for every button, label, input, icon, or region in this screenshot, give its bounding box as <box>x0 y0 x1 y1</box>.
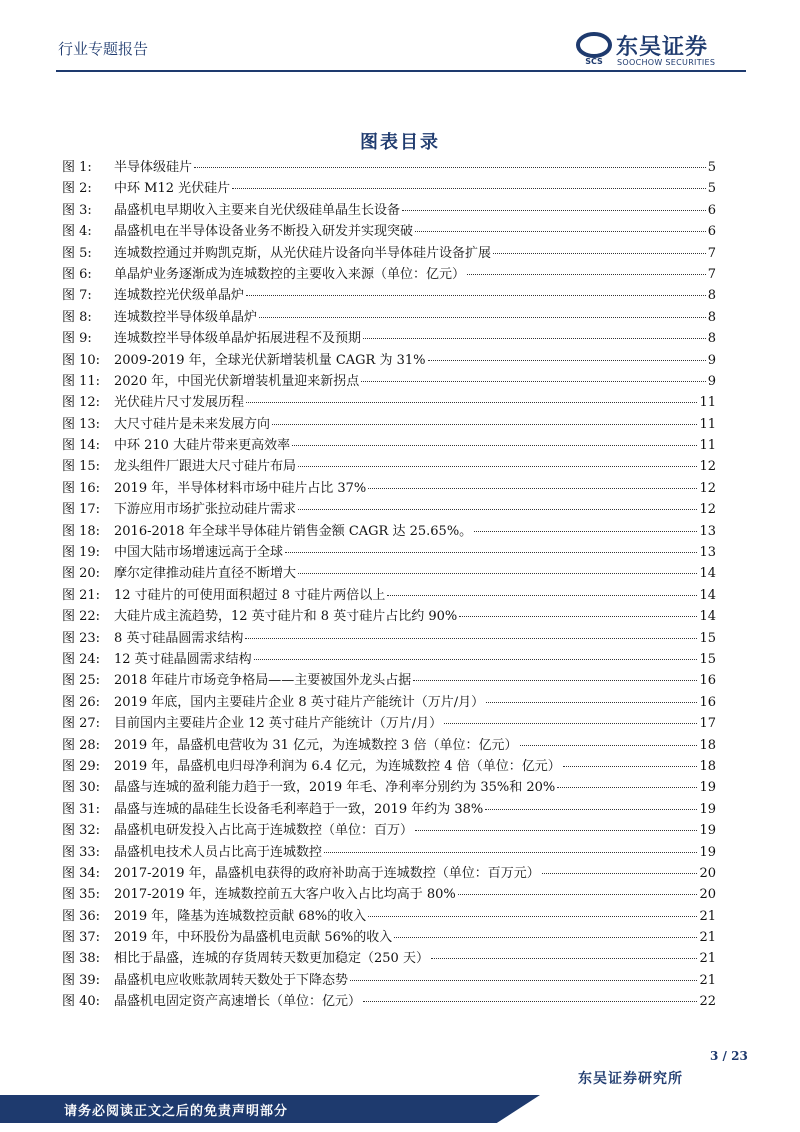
toc-entry-label: 图 33: <box>62 844 101 860</box>
toc-entry-label: 图 17: <box>62 502 101 518</box>
toc-entry-page: 5 <box>707 181 716 197</box>
report-category: 行业专题报告 <box>58 40 149 58</box>
toc-entry-page: 19 <box>699 823 716 839</box>
toc-entry-text: 2019 年，半导体材料市场中硅片占比 37% <box>114 480 367 496</box>
toc-entry-label: 图 20: <box>62 566 101 582</box>
toc-entry-label: 图 5: <box>62 245 92 261</box>
toc-entry[interactable] <box>62 541 716 562</box>
toc-entry-page: 11 <box>699 416 716 432</box>
toc-entry-leader <box>415 829 697 831</box>
toc-entry-text: 8 英寸硅晶圆需求结构 <box>114 630 244 646</box>
toc-entry-leader <box>232 187 706 189</box>
toc-entry-label: 图 31: <box>62 801 101 817</box>
toc-entry-text: 连城数控半导体级单晶炉 <box>114 309 258 325</box>
toc-entry-text: 单晶炉业务逐渐成为连城数控的主要收入来源（单位：亿元） <box>114 266 466 282</box>
toc-entry-label: 图 34: <box>62 865 101 881</box>
toc-entry-page: 16 <box>699 694 716 710</box>
toc-entry-label: 图 21: <box>62 587 101 603</box>
toc-entry-page: 13 <box>699 545 716 561</box>
toc-entry[interactable] <box>62 584 716 605</box>
toc-entry-leader <box>486 701 697 703</box>
toc-entry-text: 连城数控通过并购凯克斯，从光伏硅片设备向半导体硅片设备扩展 <box>114 245 492 261</box>
toc-entry[interactable] <box>62 434 716 455</box>
toc-entry-text: 2017-2019 年，晶盛机电获得的政府补助高于连城数控（单位：百万元） <box>114 865 540 881</box>
toc-entry-page: 13 <box>699 523 716 539</box>
toc-entry-text: 连城数控半导体级单晶炉拓展进程不及预期 <box>114 331 362 347</box>
page-number: 3 / 23 <box>710 1049 748 1063</box>
toc-entry[interactable] <box>62 669 716 690</box>
toc-entry-label: 图 28: <box>62 737 101 753</box>
toc-entry[interactable] <box>62 905 716 926</box>
toc-entry-text: 目前国内主要硅片企业 12 英寸硅片产能统计（万片/月） <box>114 716 443 732</box>
toc-entry-label: 图 19: <box>62 545 101 561</box>
toc-entry-leader <box>394 936 697 938</box>
toc-entry-page: 12 <box>699 502 716 518</box>
toc-entry-page: 14 <box>699 566 716 582</box>
toc-entry-leader <box>245 637 697 639</box>
toc-entry-page: 8 <box>707 331 716 347</box>
disclaimer-notice: 请务必阅读正文之后的免责声明部分 <box>64 1104 289 1119</box>
toc-entry-leader <box>246 294 706 296</box>
toc-entry-page: 19 <box>699 780 716 796</box>
toc-entry-page: 19 <box>699 801 716 817</box>
toc-entry-text: 2019 年，中环股份为晶盛机电贡献 56%的收入 <box>114 930 393 946</box>
toc-entry-label: 图 12: <box>62 395 101 411</box>
brand-logo <box>576 30 746 70</box>
toc-entry-text: 2019 年，晶盛机电归母净利润为 6.4 亿元，为连城数控 4 倍（单位：亿元） <box>114 758 561 774</box>
toc-entry-page: 5 <box>707 160 716 175</box>
toc-entry-label: 图 10: <box>62 352 101 368</box>
toc-entry-leader <box>272 423 697 425</box>
toc-entry-text: 晶盛机电早期收入主要来自光伏级硅单晶生长设备 <box>114 202 401 218</box>
toc-entry-label: 图 4: <box>62 224 92 240</box>
toc-entry-page: 9 <box>707 352 716 368</box>
toc-entry-label: 图 2: <box>62 181 92 197</box>
toc-entry-leader <box>474 530 697 532</box>
toc-entry[interactable] <box>62 712 716 733</box>
toc-entry[interactable] <box>62 734 716 755</box>
toc-entry-leader <box>444 722 697 724</box>
toc-entry-text: 晶盛机电在半导体设备业务不断投入研发并实现突破 <box>114 224 414 240</box>
header-divider <box>56 70 746 72</box>
toc-entry-text: 晶盛机电研发投入占比高于连城数控（单位：百万） <box>114 823 414 839</box>
toc-entry-text: 下游应用市场扩张拉动硅片需求 <box>114 502 297 518</box>
toc-entry-page: 20 <box>699 887 716 903</box>
toc-entry[interactable] <box>62 776 716 797</box>
toc-entry-text: 龙头组件厂跟进大尺寸硅片布局 <box>114 459 297 475</box>
toc-title: 图表目录 <box>360 132 440 153</box>
toc-entry-page: 19 <box>699 844 716 860</box>
toc-entry-page: 14 <box>699 587 716 603</box>
toc-entry-label: 图 30: <box>62 780 101 796</box>
toc-entry[interactable] <box>62 862 716 883</box>
toc-entry-label: 图 26: <box>62 694 101 710</box>
toc-entry[interactable] <box>62 413 716 434</box>
toc-entry-leader <box>298 508 697 510</box>
toc-entry[interactable] <box>62 990 716 1011</box>
toc-entry-page: 7 <box>707 245 716 261</box>
toc-entry-text: 大硅片成主流趋势，12 英寸硅片和 8 英寸硅片占比约 90% <box>114 609 458 625</box>
toc-entry[interactable] <box>62 199 716 220</box>
toc-entry-leader <box>363 1000 697 1002</box>
toc-entry-text: 2020 年，中国光伏新增装机量迎来新拐点 <box>114 373 360 389</box>
toc-entry-leader <box>493 252 706 254</box>
toc-entry-page: 18 <box>699 758 716 774</box>
toc-entry-label: 图 35: <box>62 887 101 903</box>
toc-entry[interactable] <box>62 520 716 541</box>
brand-name-cn: 东吴证券 <box>616 35 709 60</box>
toc-entry-text: 12 英寸硅晶圆需求结构 <box>114 651 252 667</box>
toc-entry[interactable] <box>62 242 716 263</box>
toc-entry[interactable] <box>62 455 716 476</box>
toc-entry-text: 中环 210 大硅片带来更高效率 <box>114 438 291 454</box>
toc-entry-label: 图 37: <box>62 930 101 946</box>
toc-entry-text: 晶盛机电技术人员占比高于连城数控 <box>114 844 323 860</box>
toc-entry-page: 17 <box>699 716 716 732</box>
toc-entry[interactable] <box>62 349 716 370</box>
toc-entry[interactable] <box>62 220 716 241</box>
soochow-logo-icon <box>576 32 612 66</box>
toc-entry-leader <box>431 957 698 959</box>
toc-entry-label: 图 40: <box>62 994 101 1010</box>
toc-entry-label: 图 39: <box>62 972 101 988</box>
toc-entry[interactable] <box>62 284 716 305</box>
toc-entry-page: 18 <box>699 737 716 753</box>
toc-entry[interactable] <box>62 327 716 348</box>
toc-entry[interactable] <box>62 177 716 198</box>
research-institute: 东吴证券研究所 <box>578 1071 683 1087</box>
toc-entry-leader <box>402 209 706 211</box>
toc-entry[interactable] <box>62 562 716 583</box>
toc-entry-label: 图 6: <box>62 266 92 282</box>
toc-entry-leader <box>459 615 697 617</box>
toc-entry-text: 12 寸硅片的可使用面积超过 8 寸硅片两倍以上 <box>114 587 386 603</box>
toc-entry-text: 2017-2019 年，连城数控前五大客户收入占比均高于 80% <box>114 887 456 903</box>
toc-entry-text: 半导体级硅片 <box>114 160 193 175</box>
toc-entry[interactable] <box>62 841 716 862</box>
toc-entry-label: 图 11: <box>62 373 101 389</box>
toc-entry-leader <box>542 872 698 874</box>
toc-entry-label: 图 7: <box>62 288 92 304</box>
toc-entry-leader <box>520 744 698 746</box>
toc-entry-label: 图 24: <box>62 651 101 667</box>
toc-entry[interactable] <box>62 477 716 498</box>
toc-entry-leader <box>298 572 697 574</box>
toc-entry-text: 2018 年硅片市场竞争格局——主要被国外龙头占据 <box>114 673 412 689</box>
toc-entry-page: 8 <box>707 288 716 304</box>
toc-entry[interactable] <box>62 926 716 947</box>
brand-abbr: SCS <box>585 57 603 66</box>
toc-entry-leader <box>368 915 697 917</box>
toc-entry-label: 图 36: <box>62 908 101 924</box>
toc-entry-text: 晶盛与连城的晶硅生长设备毛利率趋于一致，2019 年约为 38% <box>114 801 484 817</box>
toc-entry-page: 21 <box>699 972 716 988</box>
toc-entry-label: 图 8: <box>62 309 92 325</box>
toc-entry-page: 21 <box>699 951 716 967</box>
toc-entry-leader <box>194 166 706 168</box>
toc-entry-page: 9 <box>707 373 716 389</box>
toc-entry-text: 2019 年，隆基为连城数控贡献 68%的收入 <box>114 908 367 924</box>
toc-entry-leader <box>350 979 697 981</box>
toc-entry[interactable] <box>62 691 716 712</box>
toc-entry-label: 图 38: <box>62 951 101 967</box>
toc-entry-page: 11 <box>699 395 716 411</box>
toc-entry-leader <box>563 765 698 767</box>
toc-entry-text: 中环 M12 光伏硅片 <box>114 181 231 197</box>
toc-entry-leader <box>254 658 698 660</box>
toc-entry[interactable] <box>62 755 716 776</box>
toc-entry-label: 图 14: <box>62 438 101 454</box>
toc-entry[interactable] <box>62 156 716 177</box>
table-of-figures <box>62 156 716 1012</box>
toc-entry[interactable] <box>62 819 716 840</box>
toc-entry-text: 晶盛机电应收账款周转天数处于下降态势 <box>114 972 349 988</box>
toc-entry-page: 21 <box>699 908 716 924</box>
toc-entry-leader <box>292 444 697 446</box>
toc-entry-page: 20 <box>699 865 716 881</box>
toc-entry-text: 摩尔定律推动硅片直径不断增大 <box>114 566 297 582</box>
toc-entry-leader <box>458 893 698 895</box>
toc-entry[interactable] <box>62 798 716 819</box>
toc-entry-page: 11 <box>699 438 716 454</box>
toc-entry[interactable] <box>62 370 716 391</box>
toc-entry-text: 相比于晶盛，连城的存货周转天数更加稳定（250 天） <box>114 951 429 967</box>
toc-entry[interactable] <box>62 498 716 519</box>
toc-entry-page: 6 <box>707 224 716 240</box>
toc-entry[interactable] <box>62 969 716 990</box>
toc-entry-text: 中国大陆市场增速远高于全球 <box>114 545 284 561</box>
toc-entry-text: 晶盛与连城的盈利能力趋于一致，2019 年毛、净利率分别约为 35%和 20% <box>114 780 556 796</box>
brand-name-en: SOOCHOW SECURITIES <box>617 58 716 67</box>
toc-entry-leader <box>361 380 706 382</box>
toc-entry-text: 光伏硅片尺寸发展历程 <box>114 395 245 411</box>
toc-entry-leader <box>467 273 706 275</box>
toc-entry-text: 2016-2018 年全球半导体硅片销售金额 CAGR 达 25.65%。 <box>114 523 473 539</box>
toc-entry-page: 8 <box>707 309 716 325</box>
toc-entry-leader <box>363 337 706 339</box>
toc-entry-page: 15 <box>699 651 716 667</box>
toc-entry[interactable] <box>62 627 716 648</box>
toc-entry-leader <box>413 679 697 681</box>
toc-entry-page: 21 <box>699 930 716 946</box>
toc-entry-leader <box>428 359 706 361</box>
toc-entry-text: 2009-2019 年，全球光伏新增装机量 CAGR 为 31% <box>114 352 426 368</box>
toc-entry[interactable] <box>62 947 716 968</box>
toc-entry-label: 图 25: <box>62 673 101 689</box>
toc-entry[interactable] <box>62 306 716 327</box>
toc-entry-label: 图 15: <box>62 459 101 475</box>
toc-entry-leader <box>557 786 697 788</box>
toc-entry-leader <box>485 808 697 810</box>
toc-entry-label: 图 13: <box>62 416 101 432</box>
toc-entry-page: 22 <box>699 994 716 1010</box>
toc-entry-page: 7 <box>707 266 716 282</box>
toc-entry-leader <box>285 551 697 553</box>
toc-entry-text: 大尺寸硅片是未来发展方向 <box>114 416 271 432</box>
toc-entry-leader <box>387 594 697 596</box>
toc-entry-label: 图 22: <box>62 609 101 625</box>
toc-entry-label: 图 27: <box>62 716 101 732</box>
toc-entry-label: 图 32: <box>62 823 101 839</box>
toc-entry-text: 2019 年，晶盛机电营收为 31 亿元，为连城数控 3 倍（单位：亿元） <box>114 737 518 753</box>
toc-entry-leader <box>259 316 706 318</box>
toc-entry-label: 图 1: <box>62 160 92 175</box>
toc-entry-page: 15 <box>699 630 716 646</box>
toc-entry-text: 晶盛机电固定资产高速增长（单位：亿元） <box>114 994 362 1010</box>
toc-entry[interactable] <box>62 883 716 904</box>
toc-entry[interactable] <box>62 391 716 412</box>
toc-entry-leader <box>415 230 706 232</box>
toc-entry-leader <box>368 487 697 489</box>
toc-entry-text: 连城数控光伏级单晶炉 <box>114 288 245 304</box>
toc-entry-page: 12 <box>699 459 716 475</box>
toc-entry-page: 14 <box>699 609 716 625</box>
toc-entry-label: 图 23: <box>62 630 101 646</box>
toc-entry[interactable] <box>62 605 716 626</box>
toc-entry[interactable] <box>62 648 716 669</box>
toc-entry-page: 16 <box>699 673 716 689</box>
toc-entry-leader <box>324 851 697 853</box>
toc-entry-page: 12 <box>699 480 716 496</box>
toc-entry-label: 图 9: <box>62 331 92 347</box>
toc-entry-label: 图 29: <box>62 758 101 774</box>
toc-entry[interactable] <box>62 263 716 284</box>
toc-entry-leader <box>298 465 697 467</box>
toc-entry-label: 图 3: <box>62 202 92 218</box>
toc-entry-label: 图 16: <box>62 480 101 496</box>
toc-entry-leader <box>246 401 697 403</box>
toc-entry-text: 2019 年底，国内主要硅片企业 8 英寸硅片产能统计（万片/月） <box>114 694 485 710</box>
toc-entry-page: 6 <box>707 202 716 218</box>
toc-entry-label: 图 18: <box>62 523 101 539</box>
